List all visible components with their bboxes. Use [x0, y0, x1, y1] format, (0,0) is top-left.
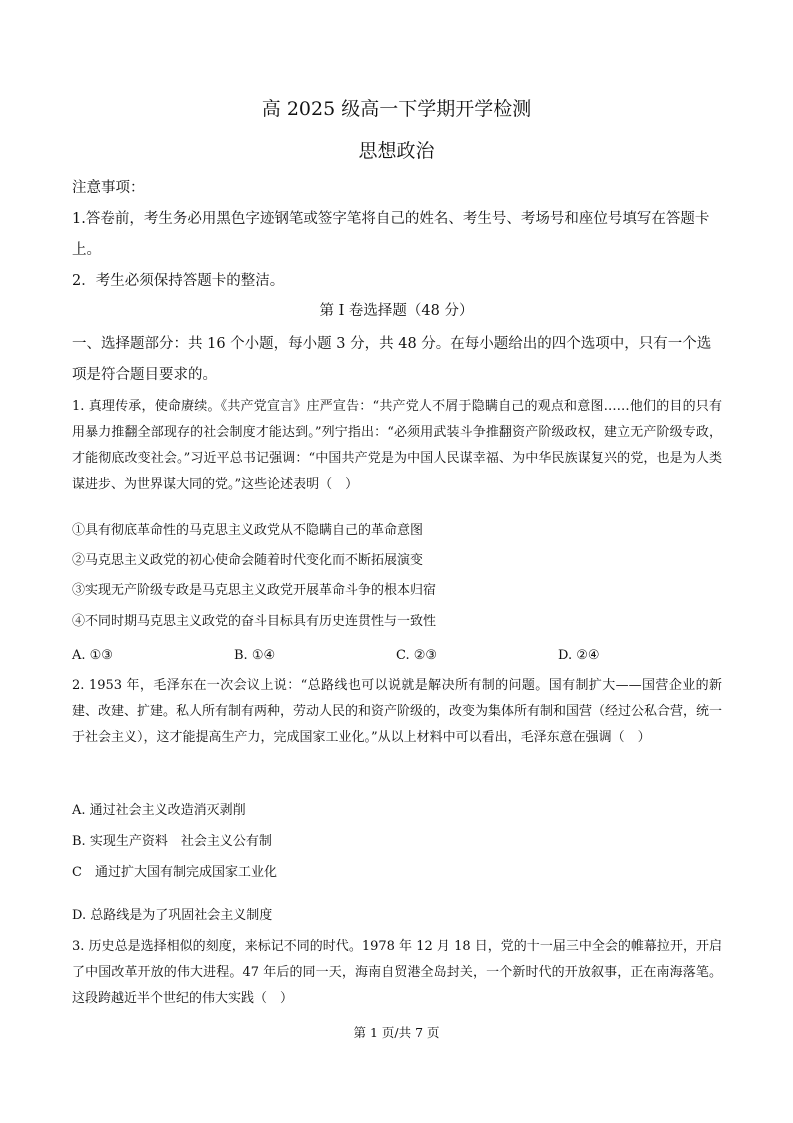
question-1-option-c[interactable]: C. ②③: [396, 648, 438, 663]
question-1-statement-4: ④不同时期马克思主义政党的奋斗目标具有历史连贯性与一致性: [72, 614, 437, 629]
notice-item-1: 1.答卷前，考生务必用黑色字迹钢笔或签字笔将自己的姓名、考生号、考场号和座位号填写在答题卡上。: [72, 211, 710, 258]
question-2-option-d[interactable]: D. 总路线是为了巩固社会主义制度: [72, 908, 273, 923]
question-1-stem: 1. 真理传承，使命赓续。《共产党宣言》庄严宣告：“共产党人不屑于隐瞒自己的观点和意图……他们的目的只有用暴力推翻全部现存的社会制度才能达到。”列宁指出：“必须用武装斗争推翻资产阶级政权，建立无产阶级专政，才能彻底改变社会。”习近平总书记强调：“中国共产党是为中国人民谋幸福、为中华民族谋复兴的党，也是为人类谋进步、为世界谋大同的党。”这些论述表明（ ）: [72, 399, 722, 492]
section-instruction: 一、选择题部分：共 16 个小题，每小题 3 分，共 48 分。在每小题给出的四个选项中，只有一个选项是符合题目要求的。: [72, 336, 712, 383]
page-footer: 第 1 页/共 7 页: [353, 1025, 440, 1040]
exam-title: 高 2025 级高一下学期开学检测: [261, 98, 532, 120]
question-1-statement-1: ①具有彻底革命性的马克思主义政党从不隐瞒自己的革命意图: [72, 523, 424, 538]
notice-block: [72, 173, 722, 297]
question-1-statement-2: ②马克思主义政党的初心使命会随着时代变化而不断拓展演变: [72, 553, 424, 568]
question-2-option-c[interactable]: C 通过扩大国有制完成国家工业化: [72, 865, 277, 880]
question-1-option-a[interactable]: A. ①③: [72, 648, 113, 663]
question-1-option-b[interactable]: B. ①④: [234, 648, 276, 663]
question-1-option-d[interactable]: D. ②④: [558, 648, 600, 663]
section-title: 第 I 卷选择题（48 分）: [319, 303, 474, 319]
question-2-option-b[interactable]: B. 实现生产资料 社会主义公有制: [72, 834, 272, 849]
question-1-statement-3: ③实现无产阶级专政是马克思主义政党开展革命斗争的根本归宿: [72, 583, 437, 598]
notice-heading: 注意事项：: [72, 180, 145, 196]
question-1-options: [72, 645, 722, 667]
exam-subject: 思想政治: [358, 140, 435, 162]
notice-item-2: 2．考生必须保持答题卡的整洁。: [72, 273, 285, 289]
question-3-stem: 3. 历史总是选择相似的刻度，来标记不同的时代。1978 年 12 月 18 日，党的十一届三中全会的帷幕拉开，开启了中国改革开放的伟大进程。47 年后的同一天，海南自贸港全岛封关，一个新时代的开放叙事，正在南海落笔。这段跨越近半个世纪的伟大实践（ ）: [72, 939, 722, 1006]
question-2-stem: 2. 1953 年，毛泽东在一次会议上说：“总路线也可以说就是解决所有制的问题。国有制扩大——国营企业的新建、改建、扩建。私人所有制有两种，劳动人民的和资产阶级的，改变为集体所有制和国营（经过公私合营，统一于社会主义），这才能提高生产力，完成国家工业化。”从以上材料中可以看出，毛泽东意在强调（ ）: [72, 678, 723, 745]
question-2-option-a[interactable]: A. 通过社会主义改造消灭剥削: [72, 803, 246, 818]
